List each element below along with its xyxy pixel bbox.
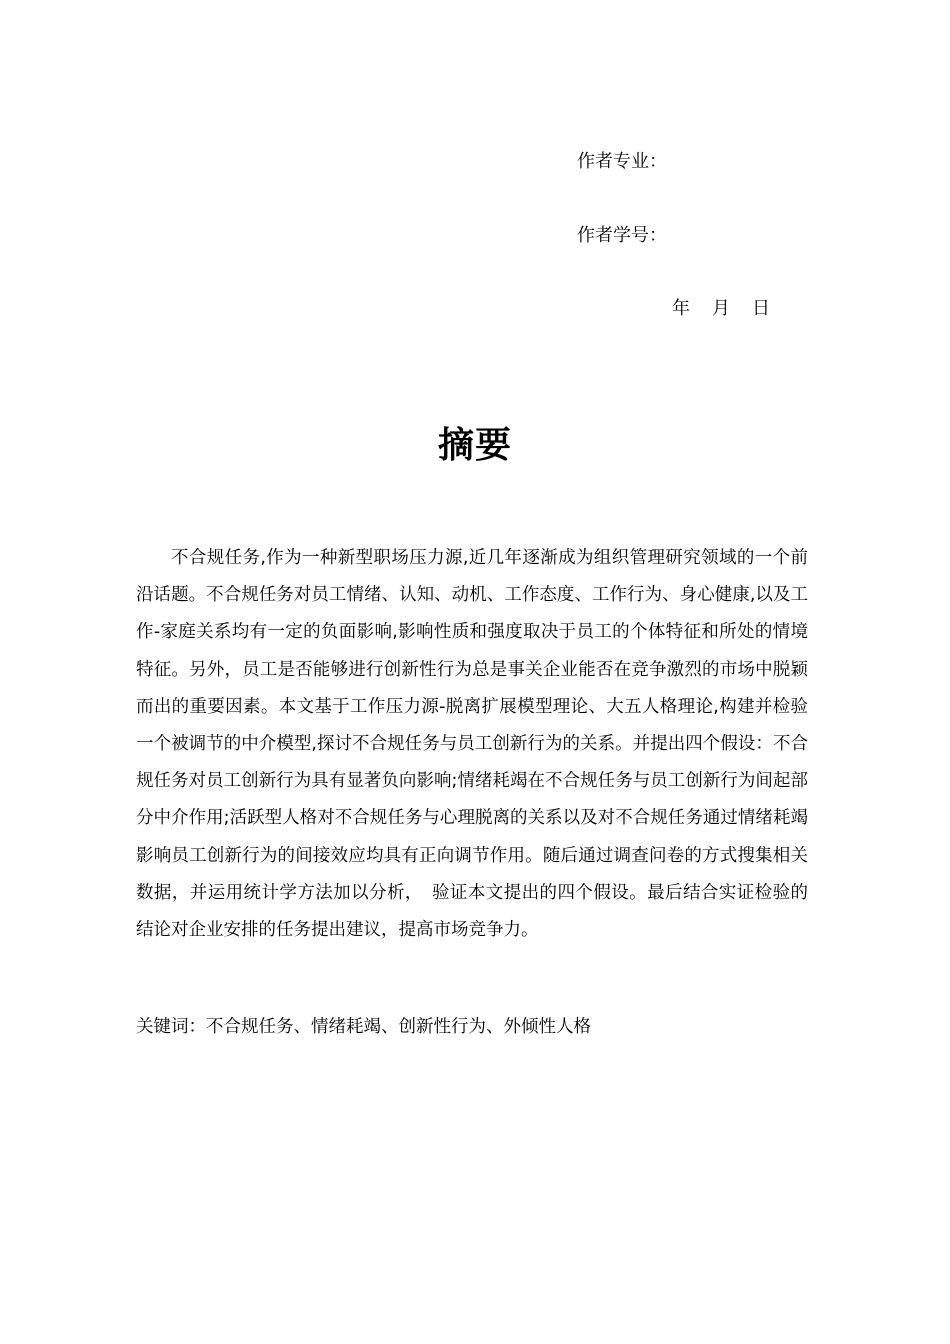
page-title: 摘要	[437, 425, 512, 466]
keywords-line: 关键词：不合规任务、情绪耗竭、创新性行为、外倾性人格	[136, 1017, 591, 1037]
author-major-label: 作者专业：	[577, 151, 667, 172]
author-student-id-label: 作者学号：	[577, 225, 667, 246]
date-day: 日	[752, 298, 770, 319]
date-year: 年	[672, 298, 690, 319]
abstract-paragraph: 不合规任务,作为一种新型职场压力源,近几年逐渐成为组织管理研究领域的一个前沿话题。不合规任务对员工情绪、认知、动机、工作态度、工作行为、身心健康,以及工作-家庭关系均有一定的负面影响,影响性质和强度取决于员工的个体特征和所处的情境特征。另外，员工是否能够进行创新性行为总是事关企业能否在竞争激烈的市场中脱颖而出的重要因素。本文基于工作压力源-脱离扩展模型理论、大五人格理论,构建并检验一个被调节的中介模型,探讨不合规任务与员工创新行为的关系。并提出四个假设：不合规任务对员工创新行为具有显著负向影响;情绪耗竭在不合规任务与员工创新行为间起部分中介作用;活跃型人格对不合规任务与心理脱离的关系以及对不合规任务通过情绪耗竭影响员工创新行为的间接效应均具有正向调节作用。随后通过调查问卷的方式搜集相关数据，并运用统计学方法加以分析， 验证本文提出的四个假设。最后结合实证检验的结论对企业安排的任务提出建议，提高市场竞争力。	[136, 548, 808, 941]
date-line	[672, 297, 770, 321]
date-month: 月	[712, 298, 730, 319]
